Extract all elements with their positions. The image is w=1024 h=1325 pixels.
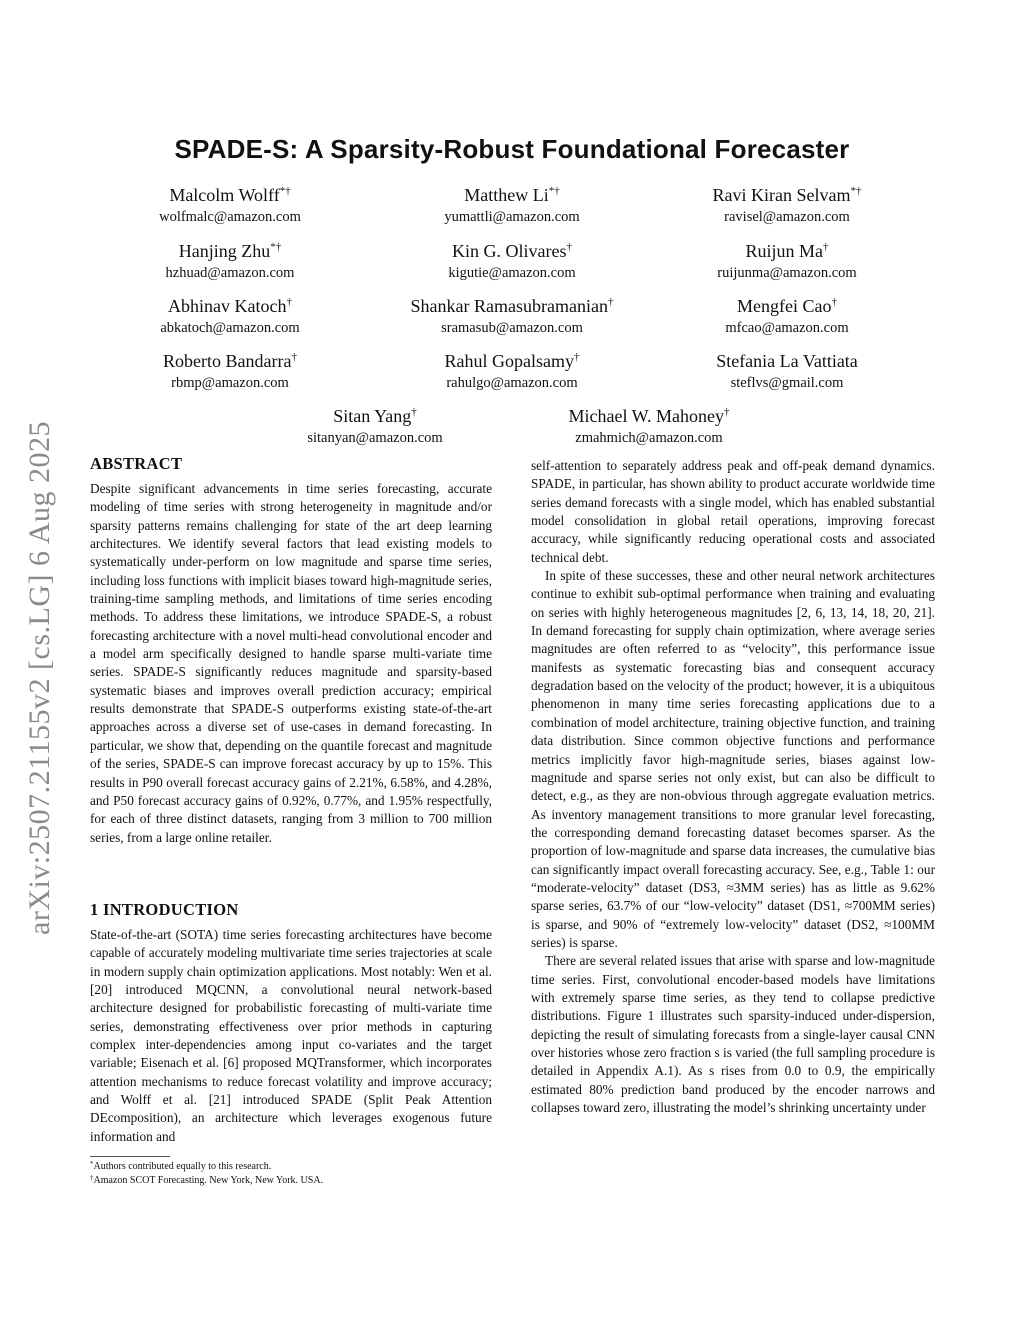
- author-name: Roberto Bandarra†: [163, 351, 297, 371]
- author-block: [489, 405, 809, 448]
- author-email[interactable]: sramasub@amazon.com: [441, 320, 583, 336]
- intro-paragraph-continued: self-attention to separately address peak and off-peak demand dynamics. SPADE, in particular, has shown ability to product accurate worldwide time series demand forecasts with a single model, which has enabled substantial model consolidation in global retail operations, improving forecast accuracy, while significantly reducing operational costs and associated technical debt.: [531, 458, 935, 565]
- author-block: [70, 295, 390, 338]
- arxiv-identifier-text: arXiv:2507.21155v2 [cs.LG] 6 Aug 2025: [23, 421, 56, 935]
- author-name: Malcolm Wolff*†: [169, 185, 291, 205]
- author-block: [70, 350, 390, 393]
- author-email[interactable]: kigutie@amazon.com: [448, 265, 576, 281]
- intro-paragraph: There are several related issues that arise with sparse and low-magnitude time series. First, convolutional encoder-based models have limitations with extremely sparse time series, as they tend to collapse predictive distributions. Figure 1 illustrates such sparsity-induced under-dispersion, depicting the result of simulating forecasts from a single-layer causal CNN over histories whose zero fraction s is varied (the full sampling procedure is detailed in Appendix A.1). As s rises from 0.0 to 0.9, the empirically estimated 80% prediction band produced by the encoder narrows and collapses toward zero, illustrating the model’s shrinking uncertainty under: [531, 953, 935, 1116]
- arxiv-identifier: [10, 378, 70, 978]
- author-name: Shankar Ramasubramanian†: [410, 296, 614, 316]
- author-block: [352, 295, 672, 338]
- author-email[interactable]: rahulgo@amazon.com: [446, 375, 578, 391]
- author-email[interactable]: rbmp@amazon.com: [171, 375, 289, 391]
- author-name: Michael W. Mahoney†: [568, 406, 730, 426]
- introduction-heading: 1 INTRODUCTION: [90, 900, 239, 919]
- author-email[interactable]: yumattli@amazon.com: [444, 209, 580, 225]
- author-name: Kin G. Olivares†: [452, 241, 572, 261]
- author-block: [352, 184, 672, 227]
- author-email[interactable]: zmahmich@amazon.com: [575, 430, 723, 446]
- abstract-text: Despite significant advancements in time series forecasting, accurate modeling of time series with strong heterogeneity in magnitude and/or sparsity patterns remains challenging for state of the art deep learning architectures. We identify several factors that lead existing models to systematically under-perform on low magnitude and sparse time series, including loss functions with implicit biases toward high-magnitude series, training-time sampling methods, and limitations of time series encoding methods. To address these limitations, we introduce SPADE-S, a robust forecasting architecture with a novel multi-head convolutional encoder and a model arm specifically designed to handle sparse multi-variate time series. SPADE-S significantly reduces magnitude and sparsity-based systematic biases and improves overall prediction accuracy; empirical results demonstrate that SPADE-S outperforms existing state-of-the-art approaches across a diverse set of use-cases in demand forecasting. In particular, we show that, depending on the quantile forecast and magnitude of the series, SPADE-S can improve forecast accuracy by up to 15%. This results in P90 overall forecast accuracy gains of 2.21%, 6.58%, and 4.28%, and P50 forecast accuracy gains of 0.92%, 0.77%, and 1.95% respectfully, for each of three distinct datasets, ranging from 3 million to 700 million series, from a large online retailer.: [90, 481, 492, 845]
- author-email[interactable]: sitanyan@amazon.com: [307, 430, 443, 446]
- footnote-affiliation: †Amazon SCOT Forecasting. New York, New York. USA.: [90, 1174, 324, 1186]
- author-block: [627, 350, 947, 393]
- author-email[interactable]: abkatoch@amazon.com: [160, 320, 300, 336]
- author-name: Ravi Kiran Selvam*†: [712, 185, 862, 205]
- author-name: Hanjing Zhu*†: [178, 241, 282, 261]
- intro-column-left: [90, 926, 492, 1146]
- intro-paragraph: State-of-the-art (SOTA) time series forecasting architectures have become capable of accurately modeling multivariate time series trajectories at scale in modern supply chain optimization applications. Most notably: Wen et al. [20] introduced MQCNN, a convolutional neural network-based architecture designed for probabilistic forecasting of multi-variate time series, demonstrating effectiveness over prior methods in capturing complex inter-dependencies among input co-variates and the target variable; Eisenach et al. [6] proposed MQTransformer, which incorporates attention mechanisms to reduce forecast volatility and improve accuracy; and Wolff et al. [21] introduced SPADE (Split Peak Attention DEcomposition), an architecture which leverages exogenous future information and: [90, 927, 492, 1144]
- author-block: [215, 405, 535, 448]
- author-name: Matthew Li*†: [464, 185, 560, 205]
- author-email[interactable]: wolfmalc@amazon.com: [159, 209, 301, 225]
- author-name: Stefania La Vattiata: [716, 351, 858, 371]
- author-block: [352, 240, 672, 283]
- author-name: Abhinav Katoch†: [168, 296, 292, 316]
- abstract-heading: ABSTRACT: [90, 454, 183, 473]
- author-email[interactable]: mfcao@amazon.com: [725, 320, 849, 336]
- author-name: Sitan Yang†: [333, 406, 417, 426]
- author-email[interactable]: steflvs@gmail.com: [730, 375, 844, 391]
- intro-column-right: [531, 457, 935, 1117]
- abstract-body: [90, 480, 492, 847]
- author-email[interactable]: hzhuad@amazon.com: [165, 265, 295, 281]
- author-block: [627, 240, 947, 283]
- author-block: [627, 184, 947, 227]
- author-block: [70, 184, 390, 227]
- footnote-rule: [90, 1156, 170, 1157]
- author-name: Mengfei Cao†: [737, 296, 837, 316]
- author-block: [70, 240, 390, 283]
- author-email[interactable]: ruijunma@amazon.com: [717, 265, 857, 281]
- author-block: [627, 295, 947, 338]
- author-email[interactable]: ravisel@amazon.com: [724, 209, 850, 225]
- author-name: Ruijun Ma†: [745, 241, 829, 261]
- footnote-equal-contribution: *Authors contributed equally to this research.: [90, 1160, 272, 1172]
- author-name: Rahul Gopalsamy†: [444, 351, 580, 371]
- author-block: [352, 350, 672, 393]
- paper-title: SPADE-S: A Sparsity-Robust Foundational Forecaster: [174, 134, 850, 164]
- intro-paragraph: In spite of these successes, these and other neural network architectures continue to exhibit sub-optimal performance when training and evaluating on series with highly heterogeneous magnitudes [2, 6, 13, 14, 18, 20, 21]. In demand forecasting for supply chain optimization, where average series magnitudes are often referred to as “velocity”, this performance issue manifests as systematic forecasting bias and consequent accuracy degradation based on the velocity of the product; however, it is a ubiquitous phenomenon in many time series forecasting applications due to a combination of model architecture, training objective function, and training data distribution. Since common objective functions and performance metrics implicitly favor high-magnitude series, biases against low-magnitude and sparse series not only exist, but can also be difficult to detect, e.g., as they are non-obvious through aggregate evaluation metrics. As inventory management transitions to more granular level forecasting, the corresponding demand forecasting dataset becomes sparser. As the proportion of low-magnitude and sparse data increases, the cumulative bias can significantly impact overall forecasting accuracy. See, e.g., Table 1: our “moderate-velocity” dataset (DS3, ≈3MM series) has as little as 9.62% sparse series, 63.7% of our “low-velocity” dataset (DS1, ≈700MM series) is sparse, and 90% of “extremely low-velocity” dataset (DS2, ≈100MM series) is sparse.: [531, 568, 935, 950]
